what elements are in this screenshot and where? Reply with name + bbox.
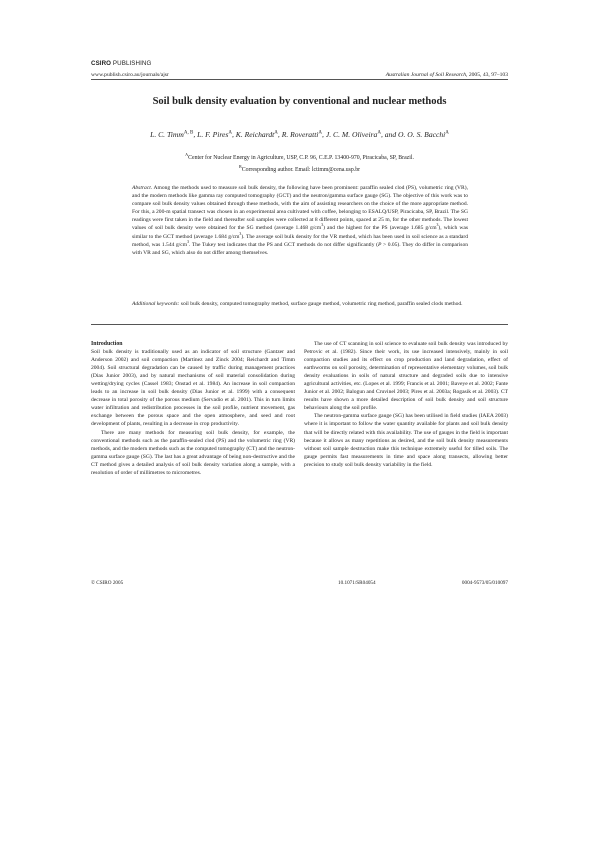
- author-list: [91, 130, 508, 139]
- author-affil-mark: A: [445, 130, 449, 136]
- author-affil-mark: A, B: [183, 130, 194, 136]
- journal-volume: 2005, 43, 97–103: [467, 72, 508, 78]
- publisher-rest: PUBLISHING: [111, 60, 152, 67]
- abstract-text: > 0.05). They do differ in comparison with VR and SG, which also do not differ among themselves.: [132, 241, 468, 256]
- keywords: [132, 300, 468, 308]
- author-name: R. Roveratti: [281, 130, 319, 139]
- author-separator: , and: [380, 130, 399, 139]
- section-divider: [91, 324, 508, 325]
- corresponding-author: Corresponding author. Email: lctimm@cena.usp.br: [241, 166, 361, 173]
- body-paragraph: The neutron-gamma surface gauge (SG) has been utilised in field studies (IAEA 2003) where it is important to follow the water quantity available for plants and soil bulk density that will be directly related with this availability. The use of gauges in the field is important because it allows as many repetitions as desired, and the soil bulk density measurements without soil sample destruction make this technique extremely useful for tilled soils. The gauge permits fast measurements in time and space along transects, allowing better precision to study soil bulk density variability in the field.: [304, 413, 508, 468]
- left-column: [91, 340, 295, 477]
- author-separator: ,: [322, 130, 326, 139]
- abstract-text: ) and the highest for the PS (average 1.685 g/cm: [323, 225, 437, 232]
- author-separator: ,: [231, 130, 236, 139]
- keywords-text: soil bulk density, computed tomography method, surface gauge method, volumetric ring method, paraffin sealed clods method.: [179, 301, 463, 307]
- body-paragraph: The use of CT scanning in soil science to evaluate soil bulk density was introduced by Petrovic et al. (1982). Since their work, its use increased intensively, mainly in soil compaction studies and its effect on crop production and land degradation, effect of earthworms on soil porosity, determination of representative elementary volumes, soil bulk density evaluations in soils of natural structure and degraded soils due to intensive agricultural activities, etc. (Lopes et al. 1999; Francis et al. 2001; Baveye et al. 2002; Fante Junior et al. 2002; Balogun and Cruvinel 2003; Pires et al. 2003a; Rogasik et al. 2003). CT results have shown a more detailed description of soil bulk density and soil structure behaviours along the soil profile.: [304, 341, 508, 412]
- body-paragraph: There are many methods for measuring soil bulk density, for example, the conventional methods such as the paraffin-sealed clod (PS) and the volumetric ring (VR) methods, and the modern methods such as the computed tomography (CT) and the neutron-gamma surface gauge (SG). The last has a great advantage of being non-destructive and the CT method gives a detailed analysis of soil bulk density variation along a sample, with a resolution of order of millimetres to micrometres.: [91, 429, 295, 476]
- affiliations: [91, 151, 508, 174]
- publisher-bold: CSIRO: [91, 60, 112, 67]
- superscript: 3: [436, 223, 439, 228]
- right-column: [304, 340, 508, 469]
- affiliation-mark: A: [185, 152, 189, 157]
- abstract-text: . The Tukey test indicates that the PS and GCT methods do not differ significantly (: [188, 241, 378, 248]
- doi[interactable]: 10.1071/SR04054: [338, 580, 376, 586]
- author-name: L. F. Pires: [197, 130, 229, 139]
- journal-url[interactable]: www.publish.csiro.au/journals/ajsr: [91, 72, 169, 78]
- affiliation-text: Center for Nuclear Energy in Agriculture, USP, C.P. 96, C.E.P. 13400-970, Piracicaba, SP, Brazil.: [188, 154, 414, 161]
- superscript: 3: [187, 239, 189, 244]
- affiliation-a: [91, 151, 508, 163]
- author-name: L. C. Timm: [150, 130, 184, 139]
- affiliation-b: [91, 163, 508, 175]
- p-value-symbol: P: [377, 241, 382, 248]
- author-separator: ,: [277, 130, 282, 139]
- author-affil-mark: A: [377, 130, 381, 136]
- author-affil-mark: A: [228, 130, 232, 136]
- abstract-text: Among the methods used to measure soil bulk density, the following have been prominent: paraffin sealed clod (PS), volumetric ring (VR), and the modern methods like gamma ray computed tomography (GCT) and the neutron/gamma surface gauge (SG). The objective of this work was to compare soil bulk density values obtained through these methods, with the aim of assisting researchers on the choice of the more appropriate method. For this, a 200-m spatial transect was chosen in an experimental area cultivated with coffee, belonging to ESALQ/USP, Piracicaba, SP, Brazil. The SG readings were first taken in the field and thereafter soil samples were collected at 8 different points, spaced at 25 m, for the other methods. The lowest values of soil bulk density were obtained for the SG method (average 1.468 g/cm: [132, 185, 468, 232]
- abstract-text: ), which was similar to the GCT method (average 1.684 g/cm: [132, 225, 468, 240]
- section-heading-introduction: Introduction: [91, 341, 123, 347]
- issn: 0004-9573/05/010097: [461, 580, 508, 586]
- journal-name: Australian Journal of Soil Research,: [385, 72, 468, 78]
- superscript: 3: [239, 231, 242, 236]
- journal-citation: [300, 72, 508, 78]
- author-affil-mark: A: [274, 130, 278, 136]
- abstract: [132, 184, 468, 257]
- affiliation-mark: B: [238, 163, 242, 169]
- author-affil-mark: A: [318, 130, 323, 136]
- abstract-text: ). The average soil bulk density for the VR method, which has been used in soil science as a standard method, was 1.544 g/cm: [132, 233, 468, 248]
- publisher-logo-text: [91, 60, 151, 67]
- paper-title: Soil bulk density evaluation by conventional and nuclear methods: [152, 96, 447, 107]
- header-divider: [91, 79, 508, 80]
- author-name: K. Reichardt: [235, 130, 275, 139]
- superscript: 3: [321, 223, 324, 228]
- copyright: © CSIRO 2005: [91, 580, 124, 586]
- abstract-label: Abstract.: [132, 185, 153, 191]
- author-name: J. C. M. Oliveira: [325, 130, 378, 139]
- body-paragraph: Soil bulk density is traditionally used as an indicator of soil structure (Gantzer and Anderson 2002) and soil compaction (Martinez and Zinck 2004; Reichardt and Timm 2004). Soil structural degradation can be caused by traffic during management practices (Dias Junior 2003), and by natural mechanisms of soil material consolidation during wetting/drying cycles (Cassel 1983; Onstad et al. 1984). An increase in soil compaction leads to an increase in soil bulk density (Dias Junior et al. 1999) with a consequent decrease in total porosity of the porous medium (Servadio et al. 2001). This in turn limits water infiltration and redistribution processes in the soil profile, nutrient movement, gas exchange between the porous space and the open atmosphere, and seed and root development of plants, resulting in a decrease in crop productivity.: [91, 349, 295, 428]
- author-separator: ,: [193, 130, 198, 139]
- keywords-label: Additional keywords:: [132, 301, 180, 307]
- author-name: O. O. S. Bacchi: [398, 130, 446, 139]
